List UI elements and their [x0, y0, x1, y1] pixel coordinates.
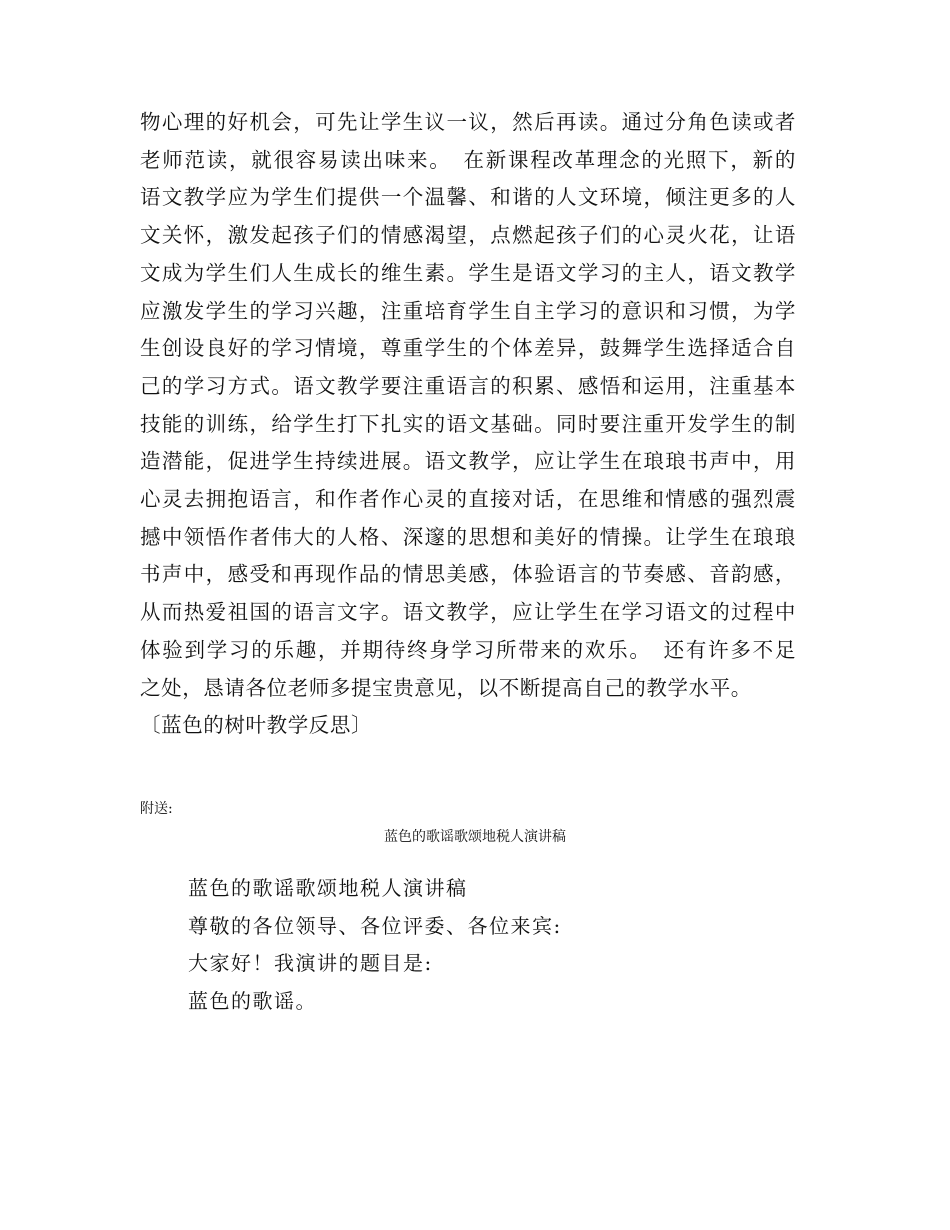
reflection-source-caption: 〔蓝色的树叶教学反思〕 — [140, 713, 373, 738]
body-line: 心灵去拥抱语言，和作者作心灵的直接对话，在思维和情感的强烈震 — [140, 487, 796, 512]
speech-heading: 蓝色的歌谣歌颂地税人演讲稿 — [188, 876, 468, 900]
appendix-title: 蓝色的歌谣歌颂地税人演讲稿 — [384, 829, 566, 845]
body-line: 书声中，感受和再现作品的情思美感，体验语言的节奏感、音韵感， — [140, 562, 796, 587]
speech-topic: 蓝色的歌谣。 — [188, 989, 317, 1014]
body-line: 撼中领悟作者伟大的人格、深邃的思想和美好的情操。让学生在琅琅 — [140, 524, 796, 549]
body-line: 文关怀，激发起孩子们的情感渴望，点燃起孩子们的心灵火花，让语 — [140, 223, 796, 248]
reflection-body-text — [140, 104, 796, 745]
body-line: 物心理的好机会，可先让学生议一议，然后再读。通过分角色读或者 — [140, 110, 796, 134]
body-line: 造潜能，促进学生持续进展。语文教学，应让学生在琅琅书声中，用 — [140, 449, 796, 474]
body-line: 技能的训练，给学生打下扎实的语文基础。同时要注重开发学生的制 — [140, 411, 796, 436]
speech-text — [188, 870, 562, 1021]
body-line: 之处，恳请各位老师多提宝贵意见，以不断提高自己的教学水平。 — [140, 675, 752, 700]
body-line: 生创设良好的学习情境，尊重学生的个体差异，鼓舞学生选择适合自 — [140, 336, 796, 361]
speech-intro: 大家好！我演讲的题目是: — [188, 951, 433, 976]
body-line: 语文教学应为学生们提供一个温馨、和谐的人文环境，倾注更多的人 — [140, 185, 796, 210]
body-line: 文成为学生们人生成长的维生素。学生是语文学习的主人，语文教学 — [140, 260, 796, 285]
appendix-label: 附送: — [140, 801, 173, 817]
body-line: 老师范读，就很容易读出味来。 在新课程改革理念的光照下，新的 — [140, 147, 796, 172]
body-line: 应激发学生的学习兴趣，注重培育学生自主学习的意识和习惯，为学 — [140, 298, 796, 323]
body-line: 体验到学习的乐趣，并期待终身学习所带来的欢乐。 还有许多不足 — [140, 637, 796, 662]
body-line: 从而热爱祖国的语言文字。语文教学，应让学生在学习语文的过程中 — [140, 600, 796, 625]
speech-greeting: 尊敬的各位领导、各位评委、各位来宾: — [188, 913, 562, 938]
body-line: 己的学习方式。语文教学要注重语言的积累、感悟和运用，注重基本 — [140, 373, 796, 398]
